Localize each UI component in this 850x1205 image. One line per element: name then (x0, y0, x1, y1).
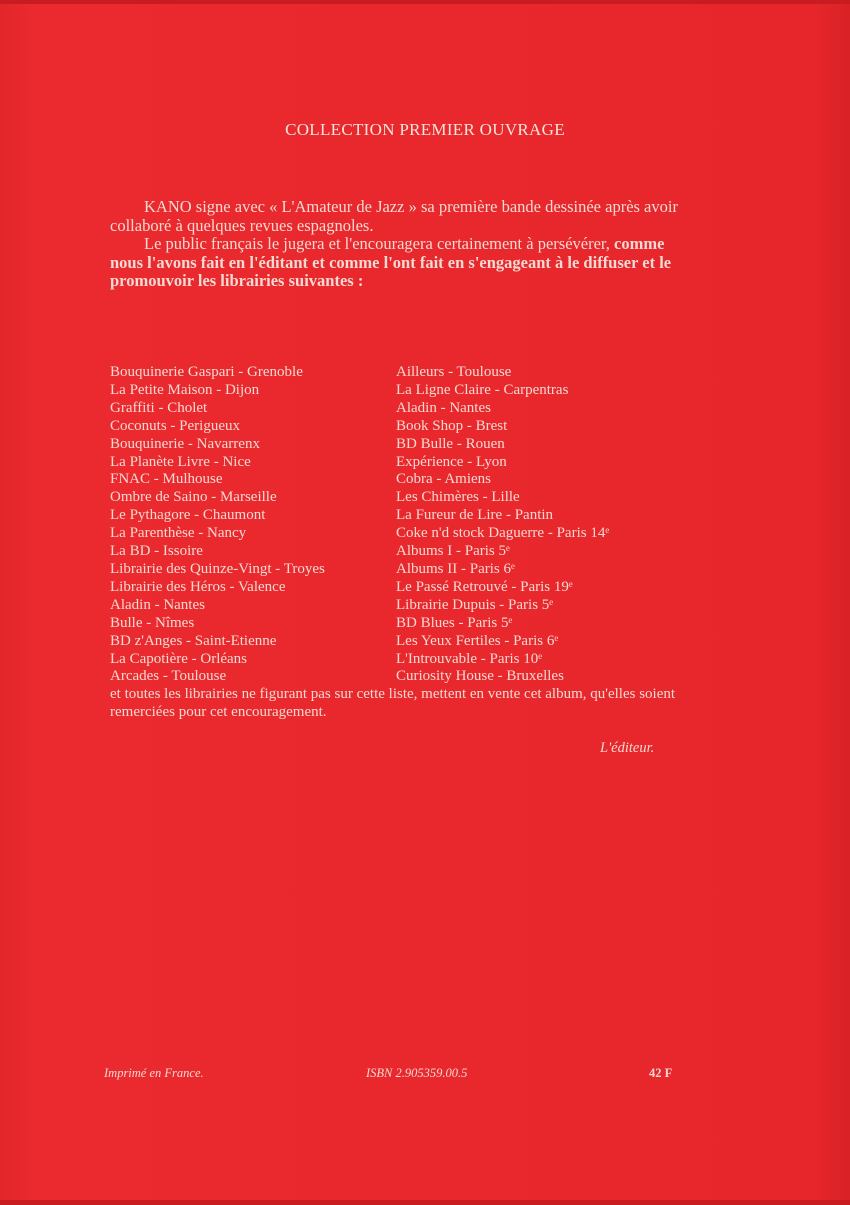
closing-text: et toutes les librairies ne figurant pas sur cette liste, mettent en vente cet album, qu'elles soient remerciées pour cet encouragement. (110, 686, 676, 721)
bookshop-entry: Albums II - Paris 6ᵉ (396, 560, 515, 577)
bookshop-entry: Le Passé Retrouvé - Paris 19ᵉ (396, 578, 573, 595)
bookshop-entry: Arcades - Toulouse (110, 668, 227, 685)
bookshop-entry: FNAC - Mulhouse (110, 471, 223, 488)
intro-paragraph-2-regular: Le public français le jugera et l'encouragera certainement à persévérer, (144, 234, 610, 253)
bookshop-entry: Ailleurs - Toulouse (396, 364, 512, 380)
bookshop-entry: BD z'Anges - Saint-Etienne (110, 632, 277, 649)
bookshop-list (110, 364, 690, 722)
intro-paragraph-2 (110, 235, 680, 291)
bookshop-entry: Bulle - Nîmes (110, 614, 195, 631)
bookshop-entry: Coconuts - Perigueux (110, 417, 240, 434)
bookshop-entry: Coke n'd stock Daguerre - Paris 14ᵉ (396, 525, 610, 542)
bookshop-entry: Librairie Dupuis - Paris 5ᵉ (396, 596, 554, 613)
bookshop-entry: Book Shop - Brest (396, 417, 508, 434)
bookshop-entry: La Petite Maison - Dijon (110, 381, 260, 398)
bookshop-entry: La Planète Livre - Nice (110, 453, 251, 470)
bookshop-entry: Librairie des Héros - Valence (110, 578, 286, 595)
bookshop-entry: Aladin - Nantes (110, 596, 205, 613)
publisher-signature: L'éditeur. (600, 740, 655, 756)
intro-paragraph-2-bold: comme nous l'avons fait en l'éditant et comme l'ont fait en s'engageant à le diffuser et le promouvoir les librairies suivantes : (110, 234, 672, 290)
bookshop-entry: Expérience - Lyon (396, 453, 507, 470)
bookshop-entry: Albums I - Paris 5ᵉ (396, 543, 510, 560)
bookshop-entry: Les Chimères - Lille (396, 489, 520, 506)
bookshop-entry: BD Blues - Paris 5ᵉ (396, 614, 513, 631)
bookshop-entry: La Parenthèse - Nancy (110, 525, 247, 542)
bookshop-entry: Librairie des Quinze-Vingt - Troyes (110, 560, 325, 577)
bookshop-entry: La Fureur de Lire - Pantin (396, 507, 554, 524)
price-text: 42 F (649, 1066, 673, 1080)
bookshop-entry: Curiosity House - Bruxelles (396, 668, 564, 685)
imprint-text: Imprimé en France. (104, 1066, 204, 1080)
intro-paragraph-1: KANO signe avec « L'Amateur de Jazz » sa première bande dessinée après avoir collaboré à quelques revues espagnoles. (110, 197, 678, 235)
bookshop-entry: La Capotière - Orléans (110, 650, 248, 667)
bookshop-entry: La BD - Issoire (110, 543, 203, 560)
bookshop-entry: BD Bulle - Rouen (396, 435, 505, 452)
bookshop-column-left (110, 364, 396, 686)
bookshop-entry: Ombre de Saino - Marseille (110, 489, 277, 506)
bookshop-entry: Le Pythagore - Chaumont (110, 507, 266, 524)
bookshop-entry: Graffiti - Cholet (110, 399, 208, 416)
intro-text (110, 198, 680, 291)
collection-heading: COLLECTION PREMIER OUVRAGE (285, 120, 565, 139)
bookshop-columns (110, 364, 690, 686)
bookshop-entry: Les Yeux Fertiles - Paris 6ᵉ (396, 632, 559, 649)
cover-bottom-edge (0, 1200, 850, 1205)
cover-top-edge (0, 0, 850, 4)
bookshop-entry: Aladin - Nantes (396, 399, 491, 416)
bookshop-entry: Bouquinerie Gaspari - Grenoble (110, 364, 303, 380)
bookshop-entry: Cobra - Amiens (396, 471, 491, 488)
isbn-text: ISBN 2.905359.00.5 (366, 1066, 468, 1080)
bookshop-entry: L'Introuvable - Paris 10ᵉ (396, 650, 543, 667)
bookshop-column-right (396, 364, 690, 686)
bookshop-entry: Bouquinerie - Navarrenx (110, 435, 260, 452)
bookshop-entry: La Ligne Claire - Carpentras (396, 381, 569, 398)
